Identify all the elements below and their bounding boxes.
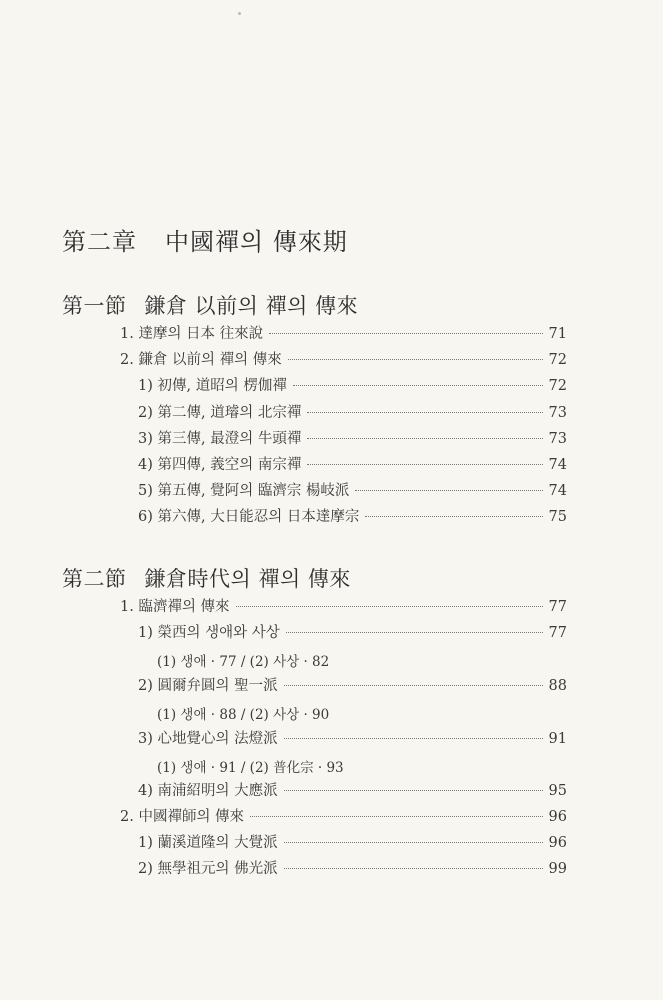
leader-dots xyxy=(284,738,543,739)
toc-entry[interactable] xyxy=(120,348,567,372)
toc-subnote: (1) 생애 · 91 / (2) 普化宗 · 93 xyxy=(157,760,344,776)
leader-dots xyxy=(307,464,542,465)
leader-dots xyxy=(284,842,543,843)
toc-entry-label: 1) 初傳, 道昭의 楞伽禪 xyxy=(138,378,287,394)
section-title: 鎌倉時代의 禪의 傳來 xyxy=(144,567,351,591)
leader-dots xyxy=(236,606,543,607)
toc-entry[interactable] xyxy=(138,505,567,529)
toc-entry[interactable] xyxy=(138,831,567,855)
leader-dots xyxy=(250,816,542,817)
toc-entry[interactable] xyxy=(120,322,567,346)
leader-dots xyxy=(269,333,542,334)
toc-entry-label: 1) 榮西의 생애와 사상 xyxy=(138,625,280,641)
toc-entry[interactable] xyxy=(138,479,567,503)
toc-entry[interactable] xyxy=(138,401,567,425)
toc-entry-page: 75 xyxy=(548,509,567,525)
toc-subnote: (1) 생애 · 77 / (2) 사상 · 82 xyxy=(157,654,330,670)
toc-entry-label: 2. 鎌倉 以前의 禪의 傳來 xyxy=(120,352,282,368)
toc-entry[interactable] xyxy=(138,674,567,698)
toc-entry-page: 91 xyxy=(548,731,567,747)
toc-entry[interactable] xyxy=(138,427,567,451)
toc-entry[interactable] xyxy=(138,857,567,881)
toc-entry[interactable] xyxy=(120,805,567,829)
section-number: 第一節 xyxy=(62,294,127,318)
leader-dots xyxy=(293,385,543,386)
toc-entry-label: 3) 心地覺心의 法燈派 xyxy=(138,731,278,747)
toc-entry-page: 71 xyxy=(548,326,567,342)
section-heading-2 xyxy=(62,563,351,593)
toc-subnote: (1) 생애 · 88 / (2) 사상 · 90 xyxy=(157,707,330,723)
toc-entry-page: 96 xyxy=(548,809,567,825)
section-title: 鎌倉 以前의 禪의 傳來 xyxy=(144,294,359,318)
toc-entry-page: 88 xyxy=(548,678,567,694)
section-heading-1 xyxy=(62,290,358,320)
toc-entry-page: 72 xyxy=(548,352,567,368)
toc-entry-label: 1) 蘭溪道隆의 大覺派 xyxy=(138,835,278,851)
leader-dots xyxy=(307,412,542,413)
toc-entry-page: 96 xyxy=(548,835,567,851)
toc-entry-page: 74 xyxy=(548,483,567,499)
toc-entry-page: 77 xyxy=(548,599,567,615)
toc-entry[interactable] xyxy=(138,374,567,398)
toc-entry-label: 6) 第六傳, 大日能忍의 日本達摩宗 xyxy=(138,509,360,525)
toc-entry[interactable] xyxy=(120,595,567,619)
leader-dots xyxy=(288,359,543,360)
chapter-number: 第二章 xyxy=(62,228,137,256)
toc-entry[interactable] xyxy=(138,453,567,477)
toc-entry-label: 2. 中國禪師의 傳來 xyxy=(120,809,245,825)
toc-entry-page: 95 xyxy=(548,783,567,799)
print-dot xyxy=(238,12,241,15)
toc-entry-page: 73 xyxy=(548,431,567,447)
toc-entry-page: 72 xyxy=(548,378,567,394)
toc-entry[interactable] xyxy=(138,621,567,645)
toc-entry-label: 1. 達摩의 日本 往來說 xyxy=(120,326,264,342)
toc-entry-label: 2) 無學祖元의 佛光派 xyxy=(138,861,278,877)
toc-entry-label: 2) 圓爾弁圓의 聖一派 xyxy=(138,678,278,694)
leader-dots xyxy=(365,516,542,517)
toc-entry-label: 5) 第五傳, 覺阿의 臨濟宗 楊岐派 xyxy=(138,483,350,499)
leader-dots xyxy=(284,868,543,869)
toc-entry-label: 4) 南浦紹明의 大應派 xyxy=(138,783,278,799)
leader-dots xyxy=(284,685,543,686)
toc-entry[interactable] xyxy=(138,727,567,751)
toc-entry-page: 74 xyxy=(548,457,567,473)
leader-dots xyxy=(307,438,542,439)
section-number: 第二節 xyxy=(62,567,127,591)
chapter-heading xyxy=(62,222,348,257)
toc-entry-label: 2) 第二傳, 道璿의 北宗禪 xyxy=(138,405,302,421)
toc-entry-page: 77 xyxy=(548,625,567,641)
leader-dots xyxy=(286,632,543,633)
chapter-title: 中國禪의 傳來期 xyxy=(165,228,348,256)
toc-entry-page: 99 xyxy=(548,861,567,877)
toc-entry-label: 3) 第三傳, 最澄의 牛頭禪 xyxy=(138,431,302,447)
toc-entry-page: 73 xyxy=(548,405,567,421)
toc-entry-label: 1. 臨濟禪의 傳來 xyxy=(120,599,230,615)
toc-entry[interactable] xyxy=(138,779,567,803)
toc-entry-label: 4) 第四傳, 義空의 南宗禪 xyxy=(138,457,302,473)
leader-dots xyxy=(284,790,543,791)
leader-dots xyxy=(355,490,542,491)
